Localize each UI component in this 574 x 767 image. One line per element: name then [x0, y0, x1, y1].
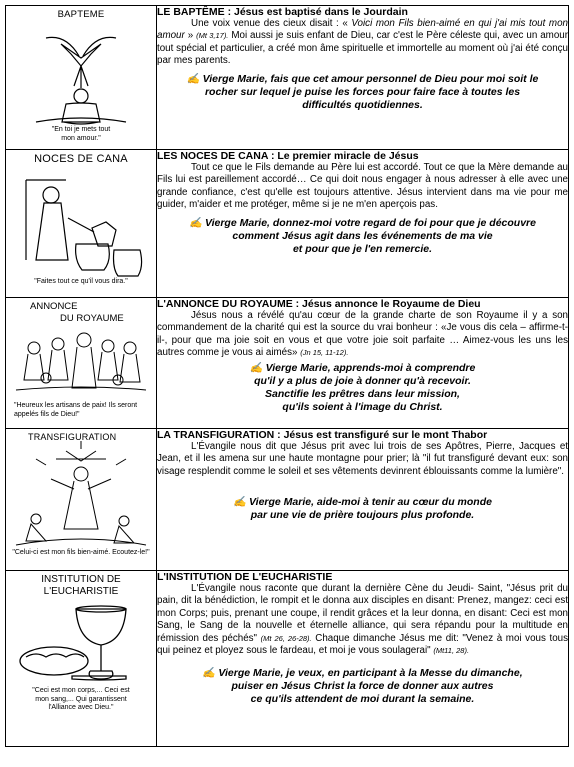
- ref-royaume: (Jn 15, 11-12).: [300, 348, 349, 358]
- ref-eucharistie-a: (Mt 26, 26-28).: [260, 633, 312, 643]
- eucharist-illustration: [6, 571, 156, 747]
- text-bapteme-a: Une voix venue des cieux disait : «: [191, 18, 352, 29]
- body-eucharistie: [157, 583, 568, 657]
- prayer-line: qu'il y a plus de joie à donner qu'à recevoir.: [254, 374, 471, 387]
- quote-cana: "Faites tout ce qu'il vous dira.": [34, 278, 128, 285]
- text-cell-bapteme: [157, 6, 569, 150]
- prayer-bapteme: [157, 73, 568, 112]
- body-bapteme: [157, 18, 568, 68]
- text-bapteme-b: »: [184, 30, 197, 42]
- image-cell-eucharistie: [6, 571, 157, 747]
- image-cell-royaume: [6, 298, 157, 429]
- prayer-line: comment Jésus agit dans les événements de ma vie: [232, 229, 493, 242]
- prayer-line: difficultés quotidiennes.: [302, 98, 423, 111]
- text-cell-eucharistie: [157, 571, 569, 747]
- text-cell-cana: [157, 150, 569, 298]
- text-eucharistie-a: L'Évangile nous raconte que durant la dernière Cène du Jeudi- Saint, "Jésus prit du pain, dit la bénédiction, le rompit et le donna aux disciples en disant: Prenez, mangez: ceci est mon Corps; puis, prenant une coupe, il rendit grâces et la leur donna, en disant: Ceci est mon Sang, le Sang de la nouvelle et éternelle alliance, qui sera répandu pour la multitude en rémission des péchés": [157, 583, 568, 644]
- quote-royaume: "Heureux les artisans de paix! Ils seront appelés fils de Dieu!": [14, 402, 138, 418]
- body-transfiguration: [157, 441, 568, 478]
- caption-royaume-l2: DU ROYAUME: [60, 313, 124, 324]
- text-cana: Tout ce que le Fils demande au Père lui est accordé. Tout ce que la Mère demande au Fils lui est pareillement accordé… Ce qui doit nous engager à nous adresser à elle avec une grande confiance, c'est qu'elle est toujours attentive. Jésus intervient dans ma vie pour me guider, m'aider et me protéger, même si je ne m'en aperçois pas.: [157, 162, 568, 211]
- text-transfiguration: L'Évangile nous dit que Jésus prit avec lui trois de ses Apôtres, Pierre, Jacques et Jean, et il les amena sur une haute montagne pour prier; là "il fut transfiguré devant eux: son visage resplendit comme le soleil et ses vêtements devinrent éblouissants comme la lumière".: [157, 441, 568, 477]
- prayer-line: ✍ Vierge Marie, donnez-moi votre regard de foi pour que je découvre: [188, 216, 536, 229]
- text-bapteme-c: Moi aussi je suis enfant de Dieu, car c'est le Père céleste qui, avec un amour tout spécial et particulier, a créé mon âme spirituelle et immortelle au moment où j'ai été conçu par mes parents.: [157, 30, 568, 67]
- text-royaume: Jésus nous a révélé qu'au cœur de la grande charte de son Royaume il y a son commandement de la charité qui est la source du vrai bonheur : «Je vous dis cela – affirme-t-il-, pour que ma joie soit en vous et que votre joie soit parfaite … Aimez-vous les uns les autres comme je vous ai aimés»: [157, 310, 568, 359]
- prayer-eucharistie: [157, 667, 568, 706]
- heading-eucharistie: L'INSTITUTION DE L'EUCHARISTIE: [157, 571, 333, 583]
- text-eucharistie-b: Chaque dimanche Jésus me dit: "Venez à moi vous tous qui peinez et ployez sous le fardeau, et moi je vous soulagerai": [157, 632, 569, 657]
- ref-bapteme: (Mt 3,17).: [196, 31, 229, 41]
- prayer-line: puiser en Jésus Christ la force de donner aux autres: [231, 680, 494, 693]
- row-eucharistie: [6, 571, 569, 747]
- caption-transfiguration: TRANSFIGURATION: [28, 432, 117, 442]
- cana-illustration: [6, 150, 156, 298]
- prayer-royaume: [157, 362, 568, 414]
- text-bapteme-italic: Voici mon Fils bien-aimé en qui j'ai mis tout mon amour: [157, 18, 568, 42]
- row-transfiguration: [6, 429, 569, 571]
- heading-bapteme: LE BAPTÊME : Jésus est baptisé dans le Jourdain: [157, 6, 408, 18]
- prayer-line: ce qu'ils attendent de moi durant la semaine.: [250, 693, 475, 706]
- text-cell-transfiguration: [157, 429, 569, 571]
- prayer-line: qu'ils soient à l'image du Christ.: [282, 400, 443, 413]
- prayer-line: ✍ Vierge Marie, apprends-moi à comprendre: [249, 361, 476, 374]
- prayer-line: et pour que je l'en remercie.: [292, 242, 433, 255]
- ref-eucharistie-b: (Mt11, 28).: [433, 646, 470, 656]
- text-cell-royaume: [157, 298, 569, 429]
- caption-cana: NOCES DE CANA: [34, 153, 128, 165]
- prayer-line: par une vie de prière toujours plus profonde.: [250, 509, 475, 522]
- row-royaume: [6, 298, 569, 429]
- image-cell-cana: [6, 150, 157, 298]
- body-royaume: [157, 310, 568, 360]
- prayer-line: rocher sur lequel je puise les forces pour faire face à toutes les: [204, 85, 521, 98]
- row-cana: [6, 150, 569, 298]
- heading-transfiguration: LA TRANSFIGURATION : Jésus est transfiguré sur le mont Thabor: [157, 429, 488, 441]
- body-cana: [157, 162, 568, 212]
- caption-eucharistie-l1: INSTITUTION DE: [41, 574, 121, 585]
- mysteries-table: [5, 5, 569, 747]
- image-cell-transfiguration: [6, 429, 157, 571]
- quote-bapteme: "En toi je mets tout mon amour.": [51, 126, 111, 142]
- quote-eucharistie: "Ceci est mon corps,... Ceci est mon sang,... Qui garantissent l'Alliance avec Dieu.": [32, 687, 130, 711]
- quote-transfiguration: "Celui-ci est mon fils bien-aimé. Ecoutez-le!": [12, 549, 150, 556]
- prayer-cana: [157, 217, 568, 256]
- image-cell-bapteme: [6, 6, 157, 150]
- caption-royaume-l1: ANNONCE: [30, 301, 78, 312]
- heading-cana: LES NOCES DE CANA : Le premier miracle de Jésus: [157, 150, 419, 162]
- heading-royaume: L'ANNONCE DU ROYAUME : Jésus annonce le Royaume de Dieu: [157, 298, 481, 310]
- caption-bapteme: BAPTEME: [57, 9, 105, 20]
- prayer-line: ✍ Vierge Marie, je veux, en participant à la Messe du dimanche,: [202, 667, 523, 680]
- caption-eucharistie-l2: L'EUCHARISTIE: [43, 586, 119, 597]
- row-bapteme: [6, 6, 569, 150]
- prayer-transfiguration: [157, 496, 568, 522]
- prayer-line: Sanctifie les prêtres dans leur mission,: [265, 387, 460, 400]
- prayer-line: ✍ Vierge Marie, fais que cet amour personnel de Dieu pour moi soit le: [186, 72, 539, 85]
- prayer-line: ✍ Vierge Marie, aide-moi à tenir au cœur du monde: [233, 496, 492, 509]
